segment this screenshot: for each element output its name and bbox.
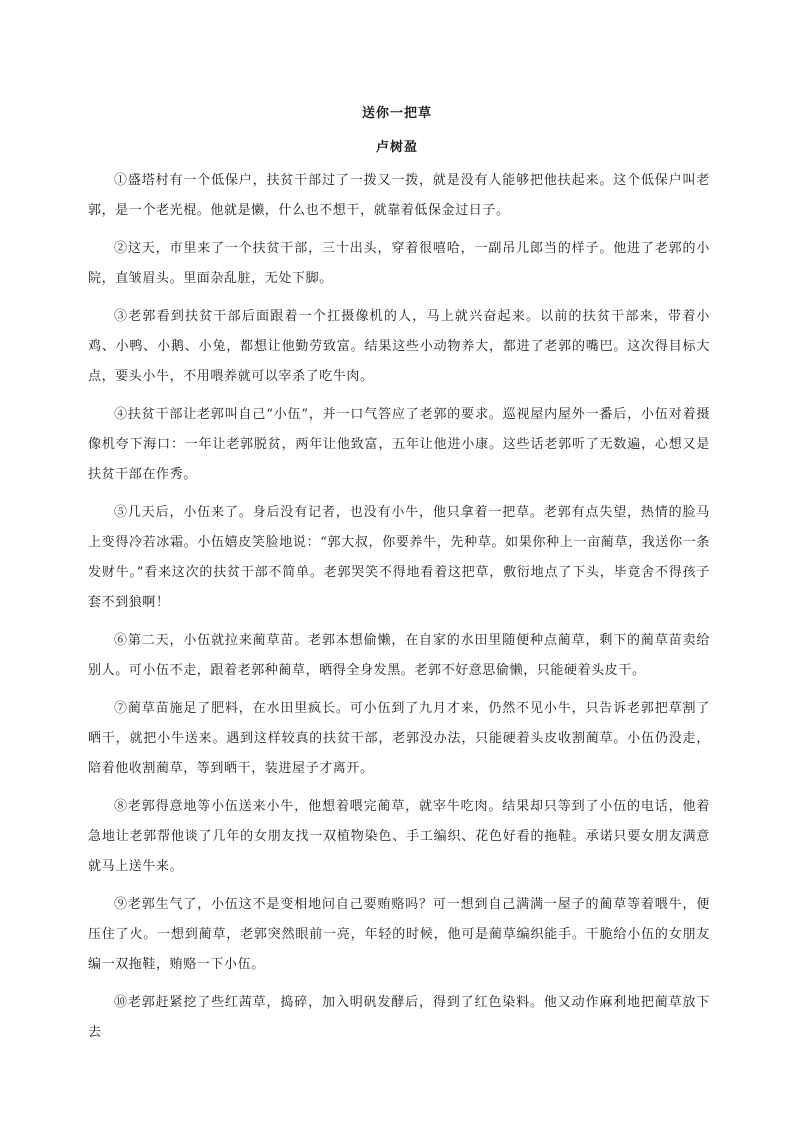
article-title: 送你一把草 (361, 106, 432, 121)
paragraph-9: ⑨老郭生气了，小伍这不是变相地问自己要贿赂吗？可一想到自己满满一屋子的蔺草等着喂牛，便压住了火。一想到蔺草，老郭突然眼前一亮，年轻的时候，他可是蔺草编织能手。干脆给小伍的女朋友编一双拖鞋，贿赂一下小伍。 (88, 897, 710, 972)
paragraph-7: ⑦蔺草苗施足了肥料，在水田里疯长。可小伍到了九月才来，仍然不见小牛，只告诉老郭把草割了晒干，就把小牛送来。遇到这样较真的扶贫干部，老郭没办法，只能硬着头皮收割蔺草。小伍仍没走，陪着他收割蔺草，等到晒干，装进屋子才离开。 (88, 701, 710, 776)
paragraph-6: ⑥第二天，小伍就拉来蔺草苗。老郭本想偷懒，在自家的水田里随便种点蔺草，剩下的蔺草苗卖给别人。可小伍不走，跟着老郭种蔺草，晒得全身发黑。老郭不好意思偷懒，只能硬着头皮干。 (88, 633, 710, 678)
paragraph-5: ⑤几天后，小伍来了。身后没有记者，也没有小牛，他只拿着一把草。老郭有点失望，热情的脸马上变得冷若冰霜。小伍嬉皮笑脸地说：“郭大叔，你要养牛，先种草。如果你种上一亩蔺草，我送你一条发财牛。”看来这次的扶贫干部不简单。老郭哭笑不得地看着这把草，敷衍地点了下头，毕竟舍不得孩子套不到狼啊！ (88, 505, 710, 610)
paragraph-8: ⑧老郭得意地等小伍送来小牛，他想着喂完蔺草，就宰牛吃肉。结果却只等到了小伍的电话，他着急地让老郭帮他谈了几年的女朋友找一双植物染色、手工编织、花色好看的拖鞋。承诺只要女朋友满意就马上送牛来。 (88, 799, 710, 874)
article-author: 卢树盈 (375, 140, 418, 155)
article-body (88, 166, 710, 1048)
paragraph-4: ④扶贫干部让老郭叫自己“小伍”，并一口气答应了老郭的要求。巡视屋内屋外一番后，小伍对着摄像机夸下海口：一年让老郭脱贫，两年让他致富，五年让他进小康。这些话老郭听了无数遍，心想又是扶贫干部在作秀。 (88, 407, 710, 482)
paragraph-1: ①盛塔村有一个低保户，扶贫干部过了一拨又一拨，就是没有人能够把他扶起来。这个低保户叫老郭，是一个老光棍。他就是懒，什么也不想干，就靠着低保金过日子。 (88, 173, 710, 218)
paragraph-3: ③老郭看到扶贫干部后面跟着一个扛摄像机的人，马上就兴奋起来。以前的扶贫干部来，带着小鸡、小鸭、小鹅、小兔，都想让他勤劳致富。结果这些小动物养大，都进了老郭的嘴巴。这次得目标大点，要头小牛，不用喂养就可以宰杀了吃牛肉。 (88, 309, 710, 384)
paragraph-2: ②这天，市里来了一个扶贫干部，三十出头，穿着很嘻哈，一副吊儿郎当的样子。他进了老郭的小院，直皱眉头。里面杂乱脏，无处下脚。 (88, 241, 710, 286)
paragraph-10: ⑩老郭赶紧挖了些红茜草，捣碎，加入明矾发酵后，得到了红色染料。他又动作麻利地把蔺草放下去 (88, 995, 710, 1040)
